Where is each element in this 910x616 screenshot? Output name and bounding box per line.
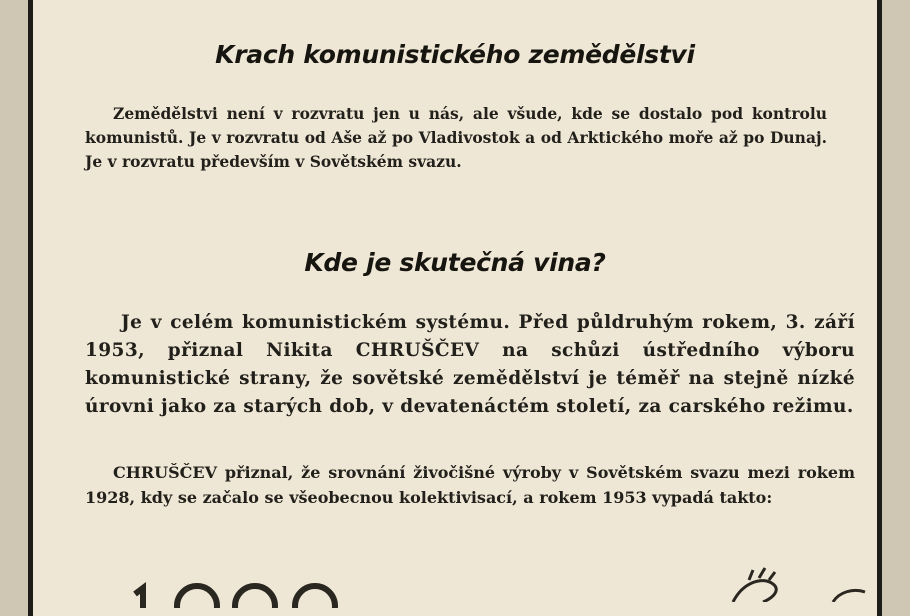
paragraph-communist-system: Je v celém komunistickém systému. Před půldruhým rokem, 3. září 1953, přiznal Nikita CHRUŠČEV na schůzi ústředního výboru komunistické strany, že sovětské zemědělství je téměř na stejně nízké úrovni jako za starých dob, v devatenáctém století, za carského režimu. [85,312,855,417]
leaflet-page [28,0,882,616]
paragraph-agriculture-collapse: Zemědělstvi není v rozvratu jen u nás, ale všude, kde se dostalo pod kontrolu komunistů. Je v rozvratu od Aše až po Vladivostok a od Arktického moře až po Dunaj. Je v rozvratu především v Sovětském svazu. [85,104,827,171]
section-heading-agriculture-collapse: Krach komunistického zemědělstvi [215,40,695,69]
section-heading-real-blame: Kde je skutečná vina? [304,248,606,277]
paragraph-khrushchev-comparison: CHRUŠČEV přiznal, že srovnání živočišné výroby v Sovětském svazu mezi rokem 1928, kdy se začalo se všeobecnou kolektivisací, a rokem 1953 vypadá takto: [85,463,855,507]
cropped-year-digits-graphic [125,568,365,608]
cropped-ornament-graphic [713,562,873,602]
